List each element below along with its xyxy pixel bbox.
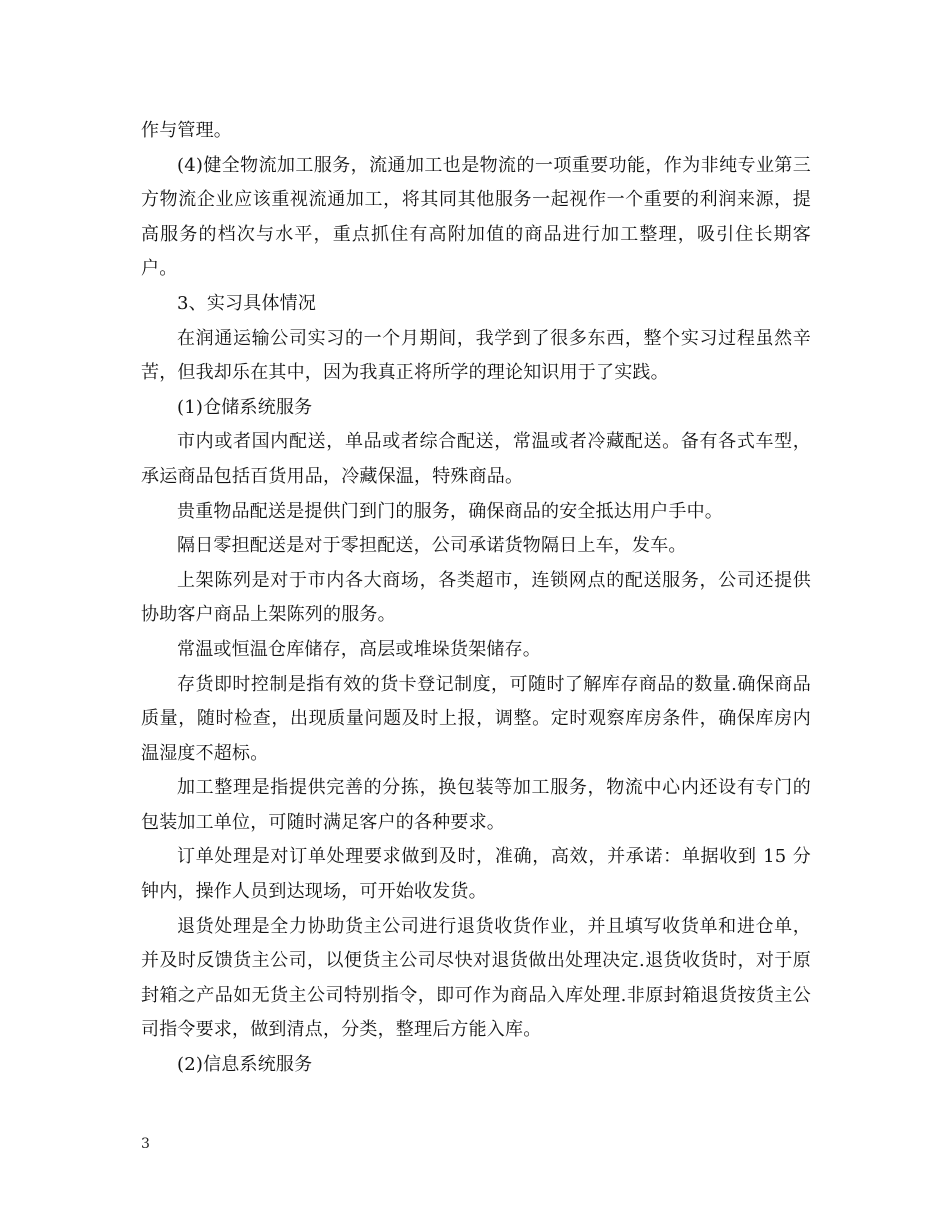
paragraph: 加工整理是指提供完善的分拣，换包装等加工服务，物流中心内还设有专门的包装加工单位，可随时满足客户的各种要求。 [141, 777, 811, 833]
paragraph: 常温或恒温仓库储存，高层或堆垛货架储存。 [177, 638, 541, 660]
paragraph: 作与管理。 [141, 120, 232, 141]
paragraph: (4)健全物流加工服务，流通加工也是物流的一项重要功能，作为非纯专业第三方物流企业应该重视流通加工，将其同其他服务一起视作一个重要的利润来源，提高服务的档次与水平，重点抓住有高附加值的商品进行加工整理，吸引住长期客户。 [141, 154, 811, 280]
section-heading: 3、实习具体情况 [177, 292, 317, 314]
paragraph: 市内或者国内配送，单品或者综合配送，常温或者冷藏配送。备有各式车型，承运商品包括百货用品，冷藏保温，特殊商品。 [141, 431, 811, 487]
paragraph: 在润通运输公司实习的一个月期间，我学到了很多东西，整个实习过程虽然辛苦，但我却乐在其中，因为我真正将所学的理论知识用于了实践。 [141, 327, 811, 384]
paragraph: 退货处理是全力协助货主公司进行退货收货作业，并且填写收货单和进仓单，并及时反馈货主公司，以便货主公司尽快对退货做出处理决定.退货收货时，对于原封箱之产品如无货主公司特别指令，即可作为商品入库处理.非原封箱退货按货主公司指令要求，做到清点，分类，整理后方能入库。 [141, 915, 811, 1041]
paragraph: 贵重物品配送是提供门到门的服务，确保商品的安全抵达用户手中。 [177, 500, 723, 522]
subsection-heading: (1)仓储系统服务 [177, 396, 313, 418]
paragraph: 隔日零担配送是对于零担配送，公司承诺货物隔日上车，发车。 [177, 535, 687, 557]
paragraph: 上架陈列是对于市内各大商场，各类超市，连锁网点的配送服务，公司还提供协助客户商品上架陈列的服务。 [141, 569, 811, 626]
subsection-heading: (2)信息系统服务 [177, 1054, 313, 1076]
page-number: 3 [141, 1136, 150, 1152]
document-body [141, 114, 811, 1083]
paragraph: 存货即时控制是指有效的货卡登记制度，可随时了解库存商品的数量.确保商品质量，随时检查，出现质量问题及时上报，调整。定时观察库房条件，确保库房内温湿度不超标。 [141, 673, 811, 764]
paragraph: 订单处理是对订单处理要求做到及时，准确，高效，并承诺：单据收到 15 分钟内，操作人员到达现场，可开始收发货。 [141, 846, 811, 903]
